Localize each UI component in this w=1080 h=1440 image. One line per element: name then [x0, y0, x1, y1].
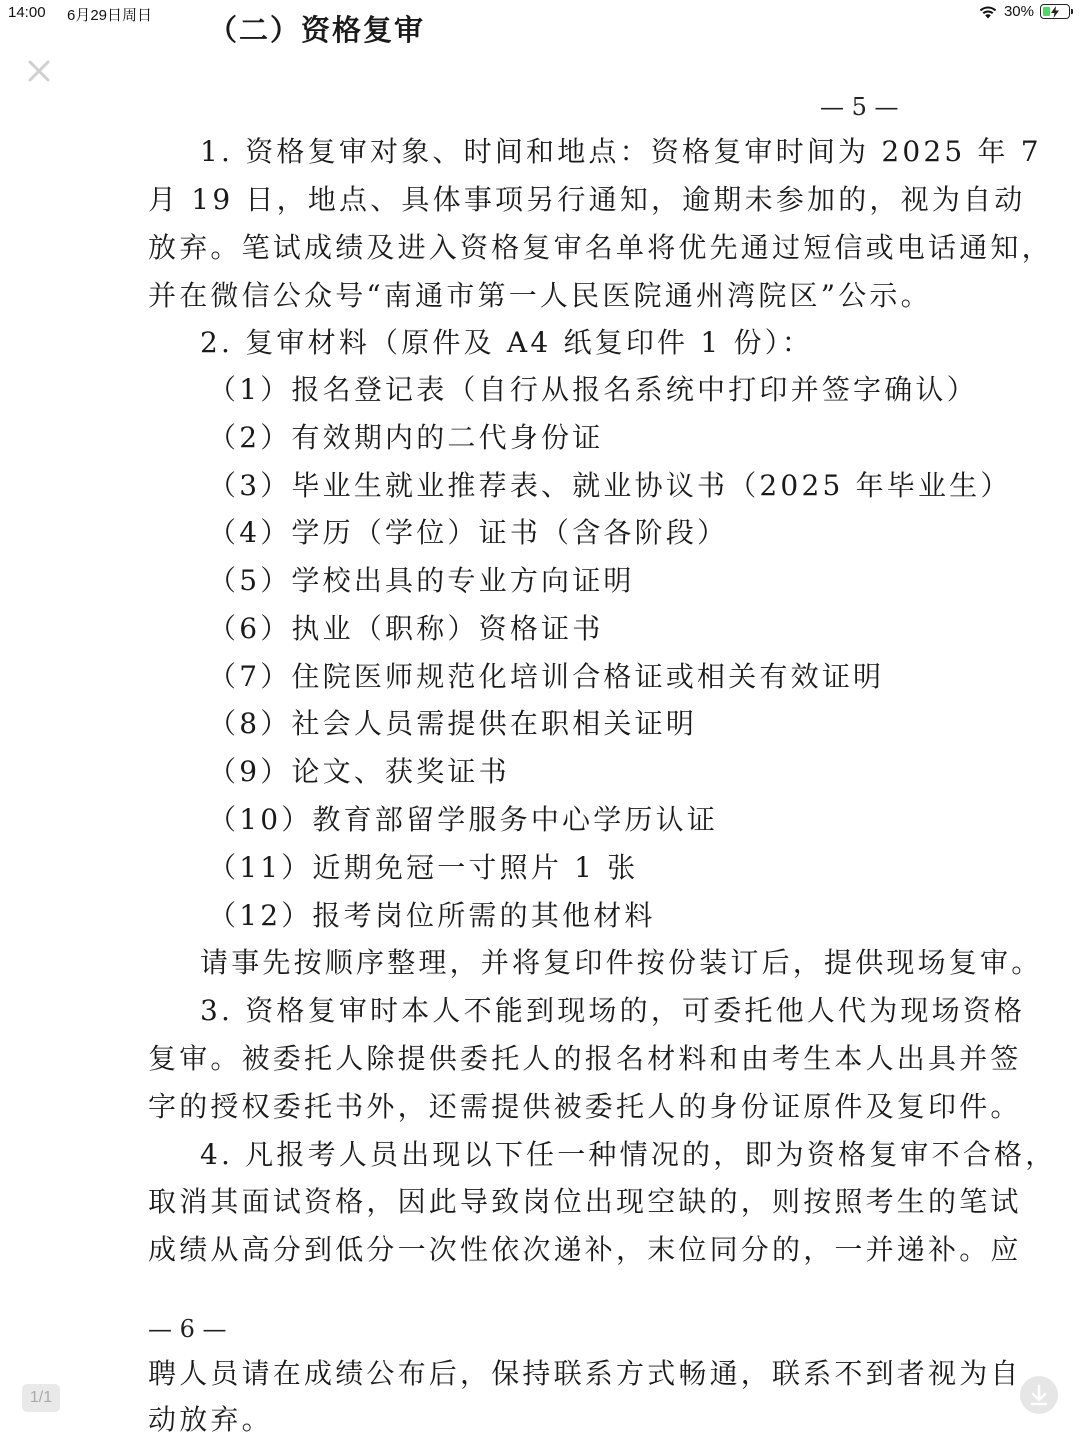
- paragraph-line: 动放弃。: [148, 1403, 273, 1436]
- download-button[interactable]: [1020, 1376, 1058, 1414]
- status-date: 6月29日周日: [67, 7, 153, 24]
- paragraph-line: 放弃。笔试成绩及进入资格复审名单将优先通过短信或电话通知，: [148, 231, 1053, 264]
- status-bar: [0, 0, 1080, 28]
- list-item: （5）学校出具的专业方向证明: [208, 564, 635, 597]
- battery-icon: [1040, 4, 1070, 19]
- paragraph-line: 成绩从高分到低分一次性依次递补，末位同分的，一并递补。应: [148, 1233, 1022, 1266]
- list-item: （9）论文、获奖证书: [208, 755, 510, 788]
- page-number-bottom: — 6 —: [148, 1315, 227, 1343]
- paragraph-line: 月 19 日，地点、具体事项另行通知，逾期未参加的，视为自动: [148, 183, 1026, 216]
- battery-percent: 30%: [1003, 3, 1034, 20]
- paragraph-line: 1. 资格复审对象、时间和地点：资格复审时间为 2025 年 7: [200, 135, 1042, 168]
- list-item: （1）报名登记表（自行从报名系统中打印并签字确认）: [208, 373, 978, 406]
- paragraph-line: 取消其面试资格，因此导致岗位出现空缺的，则按照考生的笔试: [148, 1185, 1022, 1218]
- paragraph-line: 聘人员请在成绩公布后，保持联系方式畅通，联系不到者视为自: [148, 1357, 1022, 1390]
- list-item: （11）近期免冠一寸照片 1 张: [208, 851, 639, 884]
- list-item: （4）学历（学位）证书（含各阶段）: [208, 516, 729, 549]
- list-item: （6）执业（职称）资格证书: [208, 612, 604, 645]
- paragraph-line: 字的授权委托书外，还需提供被委托人的身份证原件及复印件。: [148, 1090, 1022, 1123]
- paragraph-line: 请事先按顺序整理，并将复印件按份装订后，提供现场复审。: [200, 946, 1043, 979]
- list-item: （10）教育部留学服务中心学历认证: [208, 803, 719, 836]
- status-time: 14:00: [8, 4, 46, 21]
- close-icon[interactable]: [26, 58, 52, 84]
- list-item: （7）住院医师规范化培训合格证或相关有效证明: [208, 660, 885, 693]
- paragraph-line: 复审。被委托人除提供委托人的报名材料和由考生本人出具并签: [148, 1042, 1022, 1075]
- page-indicator: 1/1: [22, 1384, 60, 1412]
- list-item: （12）报考岗位所需的其他材料: [208, 899, 656, 932]
- section-heading: （二）资格复审: [208, 13, 426, 47]
- page-number-top: — 5 —: [820, 93, 899, 121]
- status-right: [978, 3, 1070, 20]
- charging-bolt-icon: [1049, 5, 1061, 22]
- list-item: （2）有效期内的二代身份证: [208, 421, 604, 454]
- paragraph-line: 4. 凡报考人员出现以下任一种情况的，即为资格复审不合格，: [200, 1138, 1057, 1171]
- wifi-icon: [978, 4, 998, 20]
- paragraph-line: 并在微信公众号“南通市第一人民医院通州湾院区”公示。: [148, 279, 932, 312]
- list-item: （8）社会人员需提供在职相关证明: [208, 707, 698, 740]
- paragraph-line: 3. 资格复审时本人不能到现场的，可委托他人代为现场资格: [200, 994, 1026, 1027]
- paragraph-line: 2. 复审材料（原件及 A4 纸复印件 1 份）：: [200, 326, 814, 359]
- list-item: （3）毕业生就业推荐表、就业协议书（2025 年毕业生）: [208, 469, 1012, 502]
- download-icon: [1020, 1376, 1058, 1414]
